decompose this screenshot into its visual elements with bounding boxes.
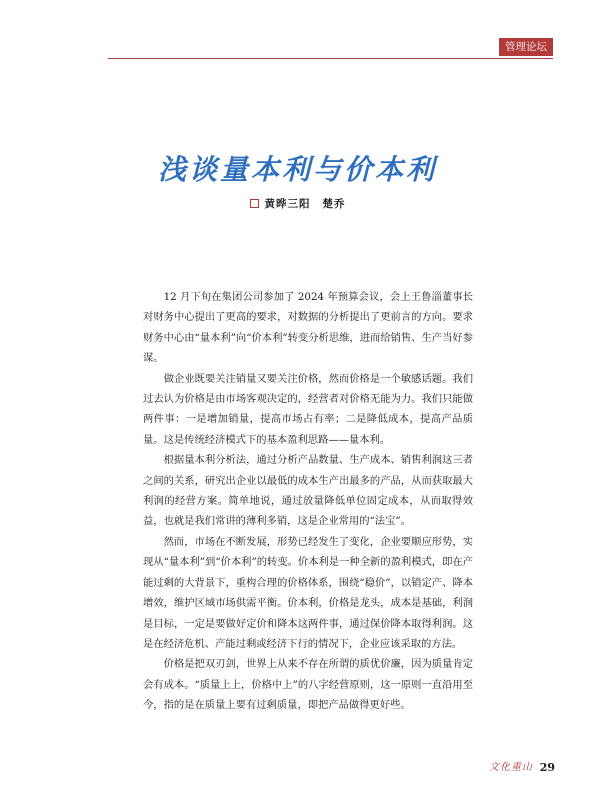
article-body: [143, 287, 473, 716]
paragraph: 价格是把双刃剑，世界上从来不存在所谓的质优价廉，因为质量肯定会有成本。“质量上上，价格中上”的八字经营原则，这一原则一直沿用至今，指的是在质量上要有过剩质量，即把产品做得更好些。: [143, 658, 473, 712]
paragraph: 做企业既要关注销量又要关注价格，然而价格是一个敏感话题。我们过去认为价格是由市场客观决定的，经营者对价格无能为力。我们只能做两件事：一是增加销量，提高市场占有率；二是降低成本，提高产品质量。这是传统经济模式下的基本盈利思路——量本利。: [143, 372, 473, 446]
article-title: 浅谈量本利与价本利: [157, 153, 437, 186]
paragraph: 然而，市场在不断发展，形势已经发生了变化，企业要顺应形势，实现从“量本利”到“价本利”的转变。价本利是一种全新的盈利模式，即在产能过剩的大背景下，重构合理的价格体系，围绕“稳价”，以销定产、降本增效，维护区域市场供需平衡。价本利，价格是龙头，成本是基础，利润是目标，一定是要做好定价和降本这两件事，通过保价降本取得利润。这是在经济危机、产能过剩或经济下行的情况下，企业应该采取的方法。: [143, 535, 473, 650]
section-tag: 管理论坛: [499, 38, 553, 56]
author-name: 黄晔三阳: [264, 198, 311, 210]
byline: [0, 196, 595, 211]
page-number: 29: [539, 761, 555, 774]
publication-logo: 文化重山: [489, 762, 533, 773]
square-bullet-icon: [250, 199, 259, 208]
section-rule: [108, 58, 553, 59]
paragraph: 根据量本利分析法，通过分析产品数量、生产成本、销售利润这三者之间的关系，研究出企业以最低的成本生产出最多的产品，从而获取最大利润的经营方案。简单地说，通过放量降低单位固定成本，从而取得效益，也就是我们常讲的薄利多销，这是企业常用的“法宝”。: [143, 454, 473, 528]
author-affiliation: 楚乔: [322, 198, 346, 210]
paragraph: 12 月下旬在集团公司参加了 2024 年预算会议，会上王鲁淄董事长对财务中心提出了更高的要求，对数据的分析提出了更前言的方向。要求财务中心由“量本利”向“价本利”转变分析思维，进而给销售、生产当好参谋。: [143, 291, 473, 365]
